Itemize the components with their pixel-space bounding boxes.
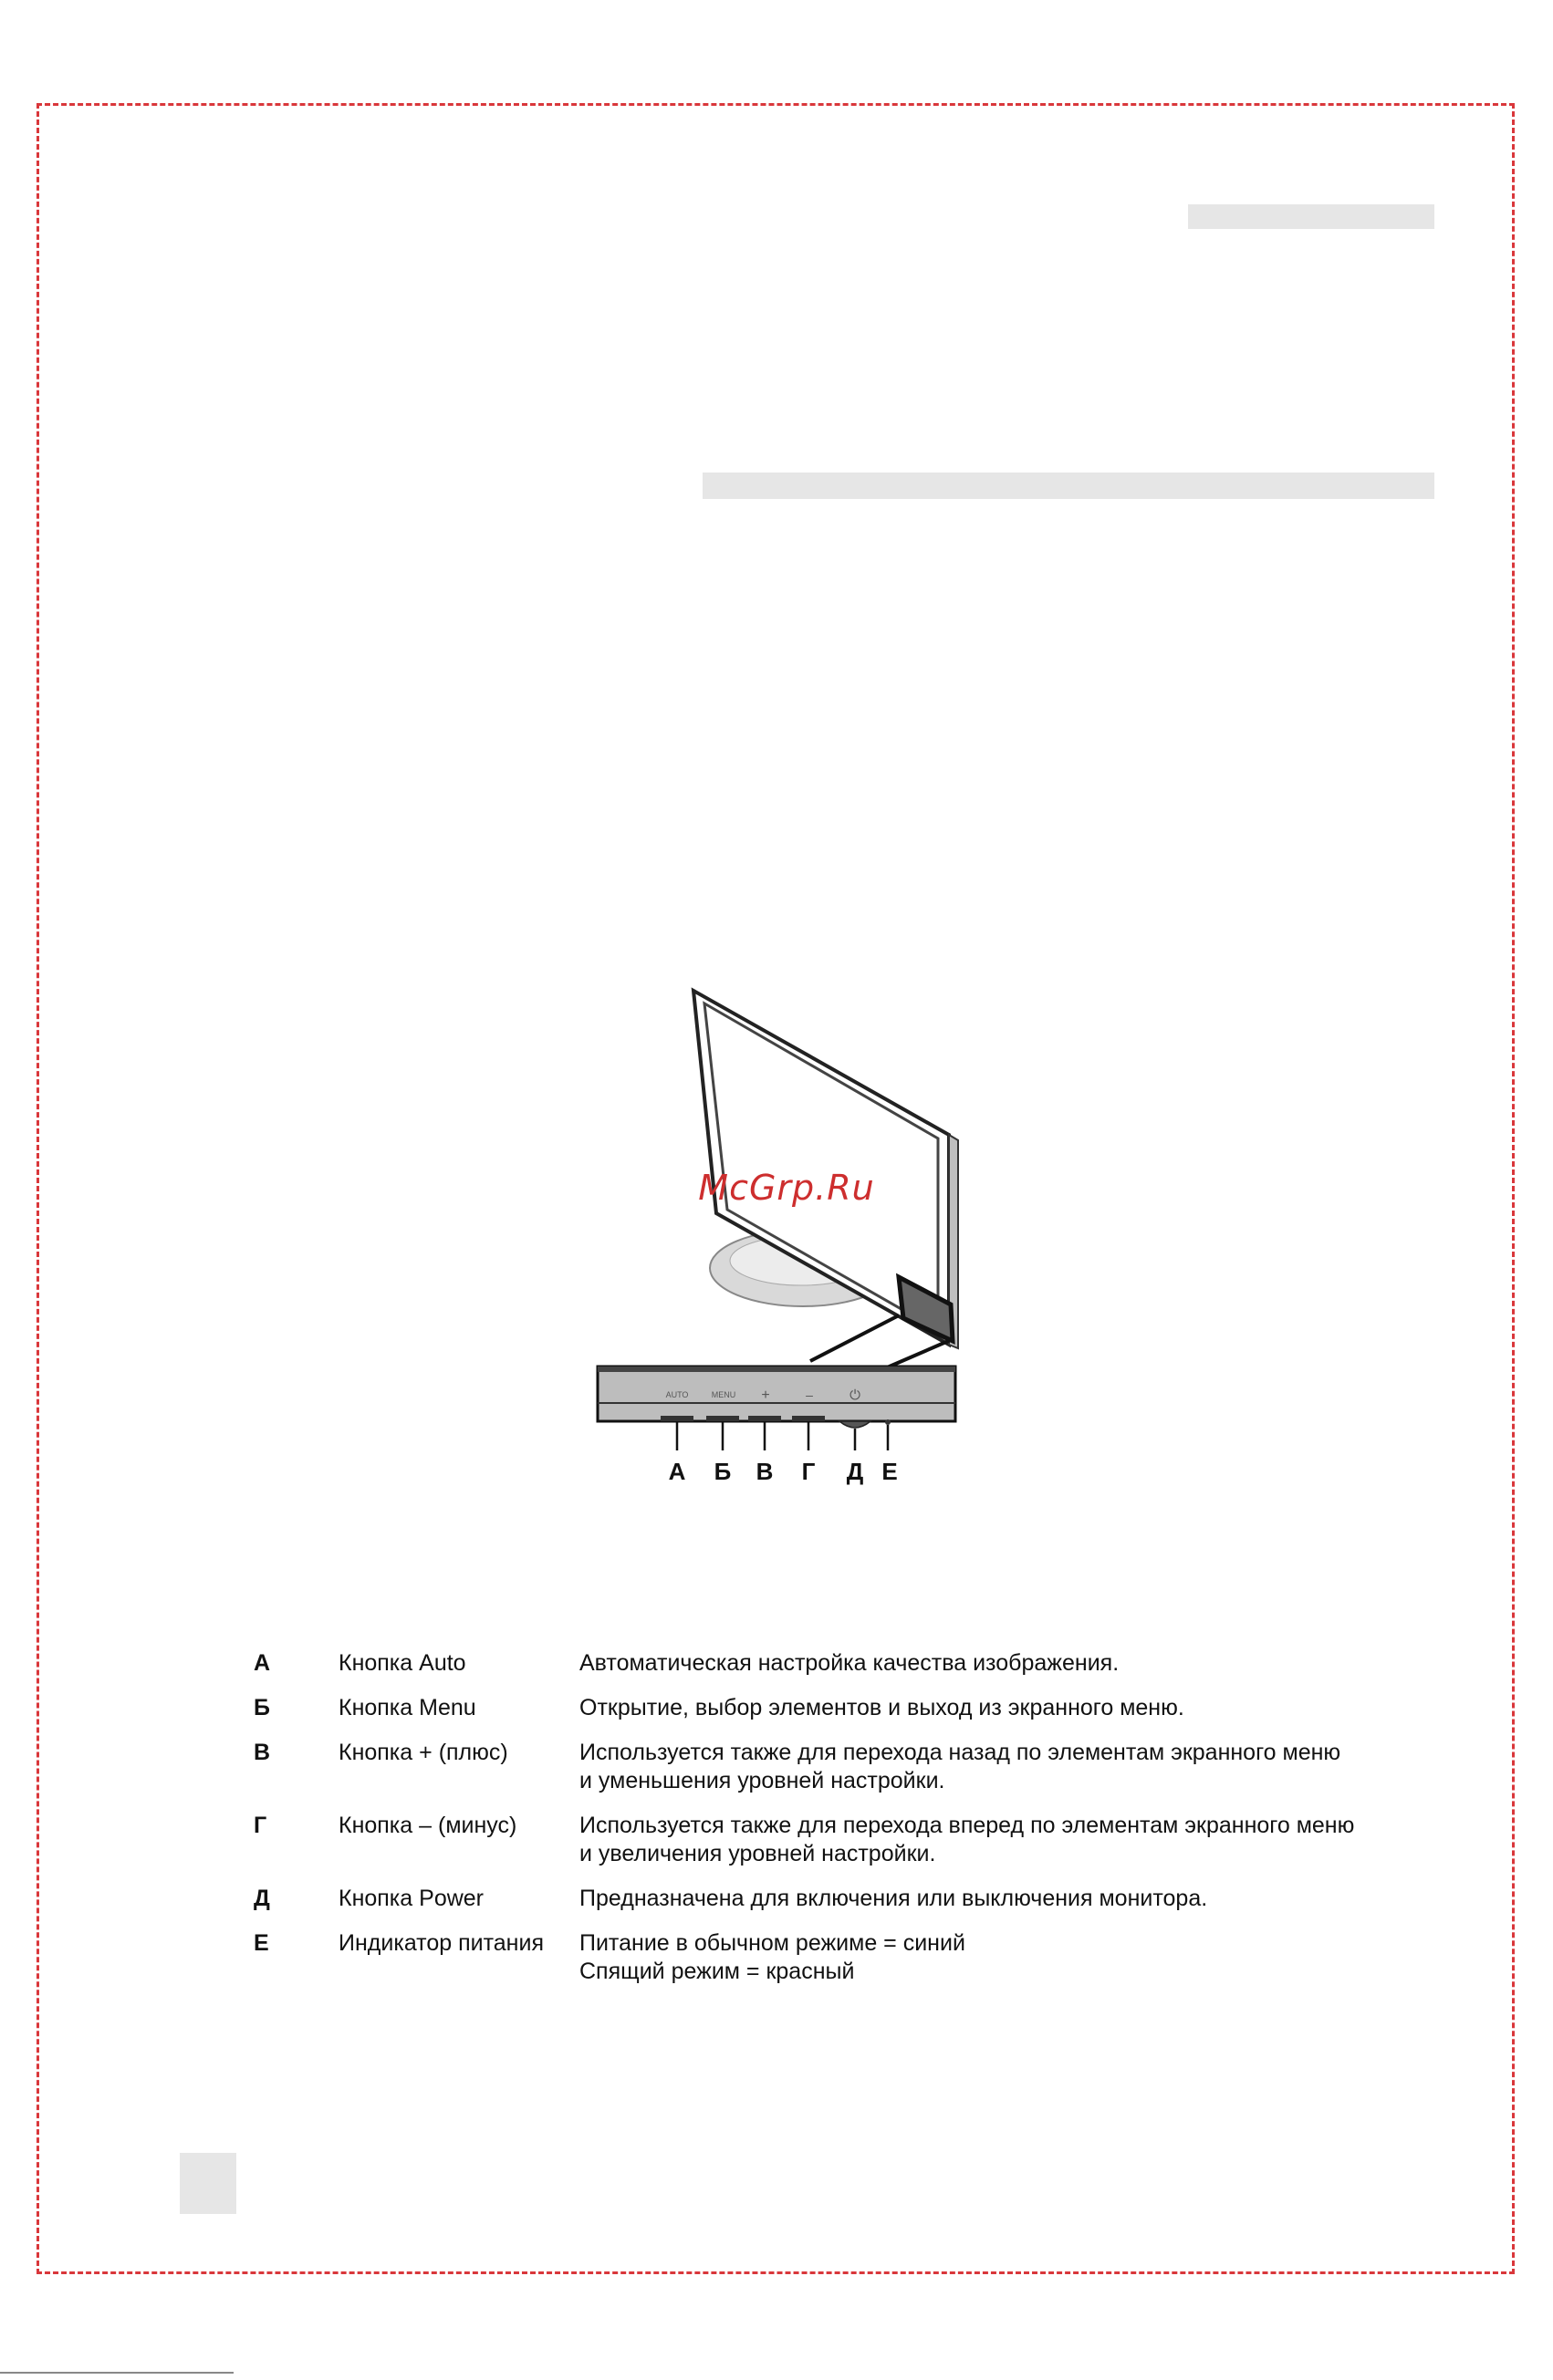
description-line: и уменьшения уровней настройки. (579, 1768, 945, 1793)
menu-button (706, 1416, 739, 1421)
row-description (579, 1694, 1403, 1722)
description-line: Питание в обычном режиме = синий (579, 1930, 965, 1956)
row-letter: Д (254, 1886, 270, 1911)
description-line: Спящий режим = красный (579, 1959, 855, 1984)
row-letter: Г (254, 1813, 267, 1838)
description-line: Автоматическая настройка качества изображения. (579, 1650, 1120, 1676)
power-button (839, 1421, 870, 1428)
row-letter: Б (254, 1695, 270, 1720)
button-description-table (254, 1649, 1403, 2002)
table-row (254, 1739, 1403, 1795)
row-name: Индикатор питания (339, 1930, 544, 1956)
menu-button-label: MENU (711, 1390, 736, 1399)
row-description (579, 1739, 1403, 1795)
description-line: Предназначена для включения или выключения монитора. (579, 1886, 1208, 1911)
callout-e: Е (881, 1458, 898, 1485)
table-row (254, 1694, 1403, 1722)
callout-b: Б (714, 1458, 732, 1485)
description-line: и увеличения уровней настройки. (579, 1841, 936, 1866)
monitor-diagram (584, 967, 967, 1496)
callout-d: Д (846, 1458, 864, 1485)
power-icon: ⏻ (849, 1387, 860, 1403)
minus-button-label: – (806, 1387, 813, 1402)
row-name: Кнопка Power (339, 1886, 485, 1911)
row-name: Кнопка – (минус) (339, 1813, 517, 1838)
row-description (579, 1812, 1403, 1868)
callout-g: Г (801, 1458, 816, 1485)
minus-button (792, 1416, 825, 1421)
table-row (254, 1885, 1403, 1913)
description-line: Используется также для перехода назад по элементам экранного меню (579, 1740, 1341, 1765)
description-line: Используется также для перехода вперед по элементам экранного меню (579, 1813, 1355, 1838)
row-letter: А (254, 1650, 271, 1676)
row-name: Кнопка + (плюс) (339, 1740, 508, 1765)
page-number-box (180, 2153, 236, 2214)
callout-a: А (668, 1458, 686, 1485)
row-description (579, 1649, 1403, 1678)
control-panel (598, 1367, 955, 1421)
header-bar (1188, 204, 1434, 229)
watermark: McGrp.Ru (698, 1168, 875, 1208)
table-row (254, 1812, 1403, 1868)
auto-button (661, 1416, 693, 1421)
bottom-rule (0, 2372, 234, 2374)
row-letter: Е (254, 1930, 269, 1956)
table-row (254, 1649, 1403, 1678)
plus-button-label: + (761, 1387, 770, 1403)
row-description (579, 1929, 1403, 1986)
plus-button (748, 1416, 781, 1421)
callout-v: В (756, 1458, 774, 1485)
row-name: Кнопка Menu (339, 1695, 476, 1720)
description-line: Открытие, выбор элементов и выход из экранного меню. (579, 1695, 1184, 1720)
row-description (579, 1885, 1403, 1913)
power-led (885, 1419, 891, 1425)
auto-button-label: AUTO (665, 1390, 689, 1399)
table-row (254, 1929, 1403, 1986)
section-title-bar (703, 473, 1434, 499)
row-letter: В (254, 1740, 271, 1765)
row-name: Кнопка Auto (339, 1650, 466, 1676)
